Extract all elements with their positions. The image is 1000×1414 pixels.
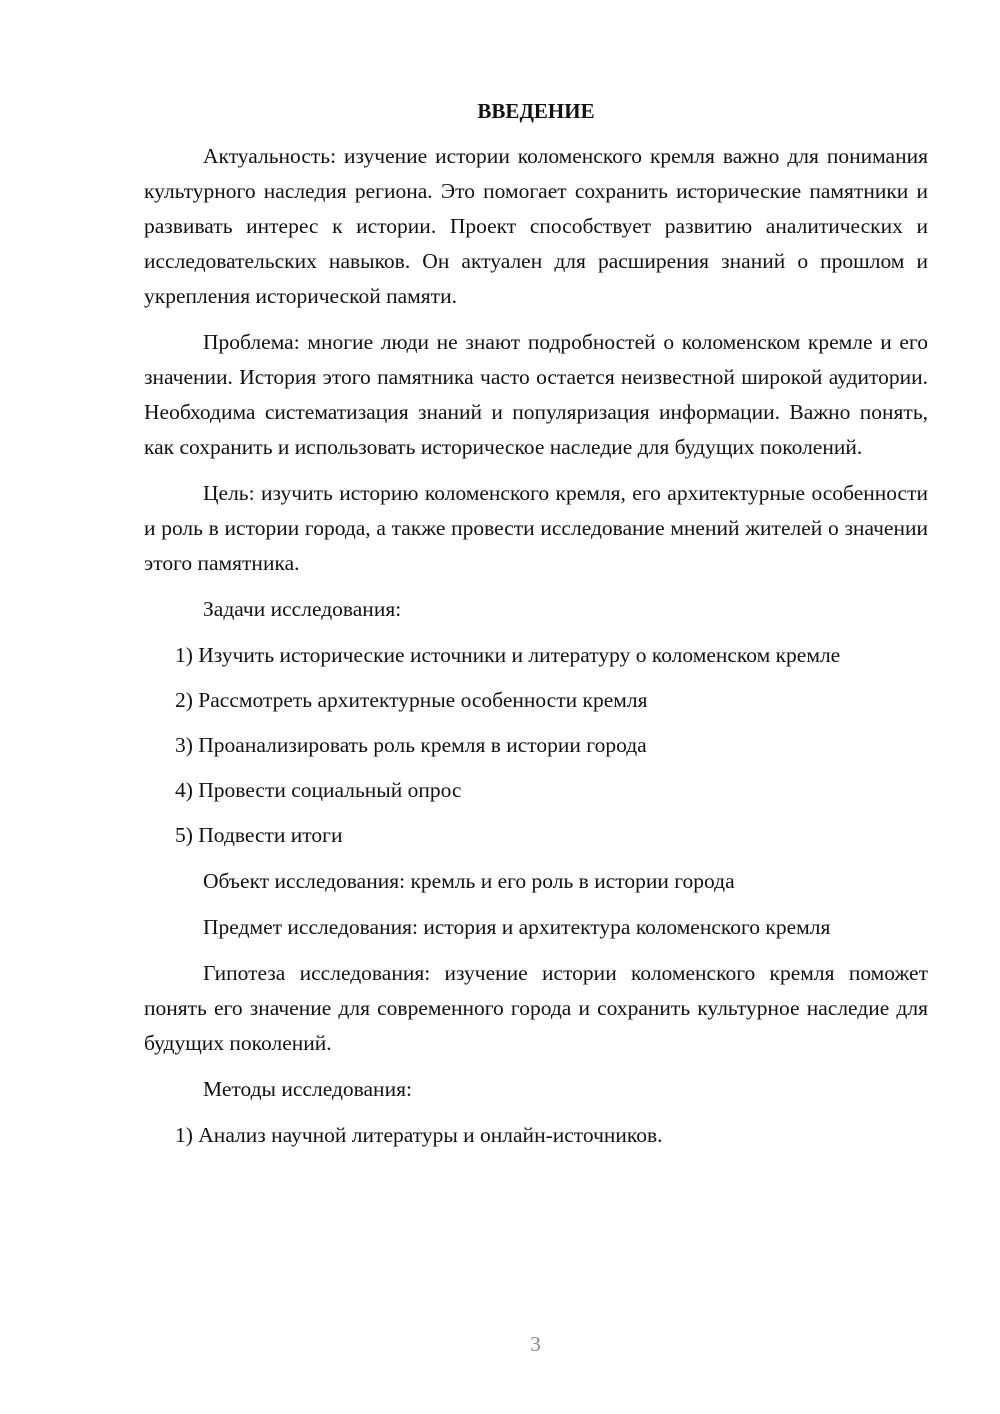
goal-paragraph: Цель: изучить историю коломенского кремля, его архитектурные особенности и роль в истории города, а также провести исследование мнений жителей о значении этого памятника. bbox=[144, 481, 928, 575]
tasks-heading: Задачи исследования: bbox=[203, 597, 402, 621]
problem-paragraph: Проблема: многие люди не знают подробностей о коломенском кремле и его значении. История этого памятника часто остается неизвестной широкой аудитории. Необходима систематизация знаний и популяризация информации. Важно понять, как сохранить и использовать историческое наследие для будущих поколений. bbox=[144, 330, 928, 459]
task-item-4: 4) Провести социальный опрос bbox=[175, 778, 462, 802]
task-item-5: 5) Подвести итоги bbox=[175, 823, 343, 847]
methods-heading: Методы исследования: bbox=[203, 1077, 412, 1101]
document-page bbox=[144, 95, 928, 1153]
object-paragraph: Объект исследования: кремль и его роль в истории города bbox=[203, 869, 735, 893]
hypothesis-paragraph: Гипотеза исследования: изучение истории коломенского кремля поможет понять его значение для современного города и сохранить культурное наследие для будущих поколений. bbox=[144, 961, 928, 1055]
page-number: 3 bbox=[530, 1332, 541, 1356]
relevance-paragraph: Актуальность: изучение истории коломенского кремля важно для понимания культурного наследия региона. Это помогает сохранить исторические памятники и развивать интерес к истории. Проект способствует развитию аналитических и исследовательских навыков. Он актуален для расширения знаний о прошлом и укрепления исторической памяти. bbox=[144, 144, 928, 308]
task-item-1: 1) Изучить исторические источники и литературу о коломенском кремле bbox=[175, 643, 841, 667]
method-item-1: 1) Анализ научной литературы и онлайн-источников. bbox=[175, 1123, 663, 1147]
subject-paragraph: Предмет исследования: история и архитектура коломенского кремля bbox=[203, 915, 831, 939]
page-title: ВВЕДЕНИЕ bbox=[477, 99, 595, 123]
task-item-3: 3) Проанализировать роль кремля в истории города bbox=[175, 733, 647, 757]
task-item-2: 2) Рассмотреть архитектурные особенности кремля bbox=[175, 688, 648, 712]
